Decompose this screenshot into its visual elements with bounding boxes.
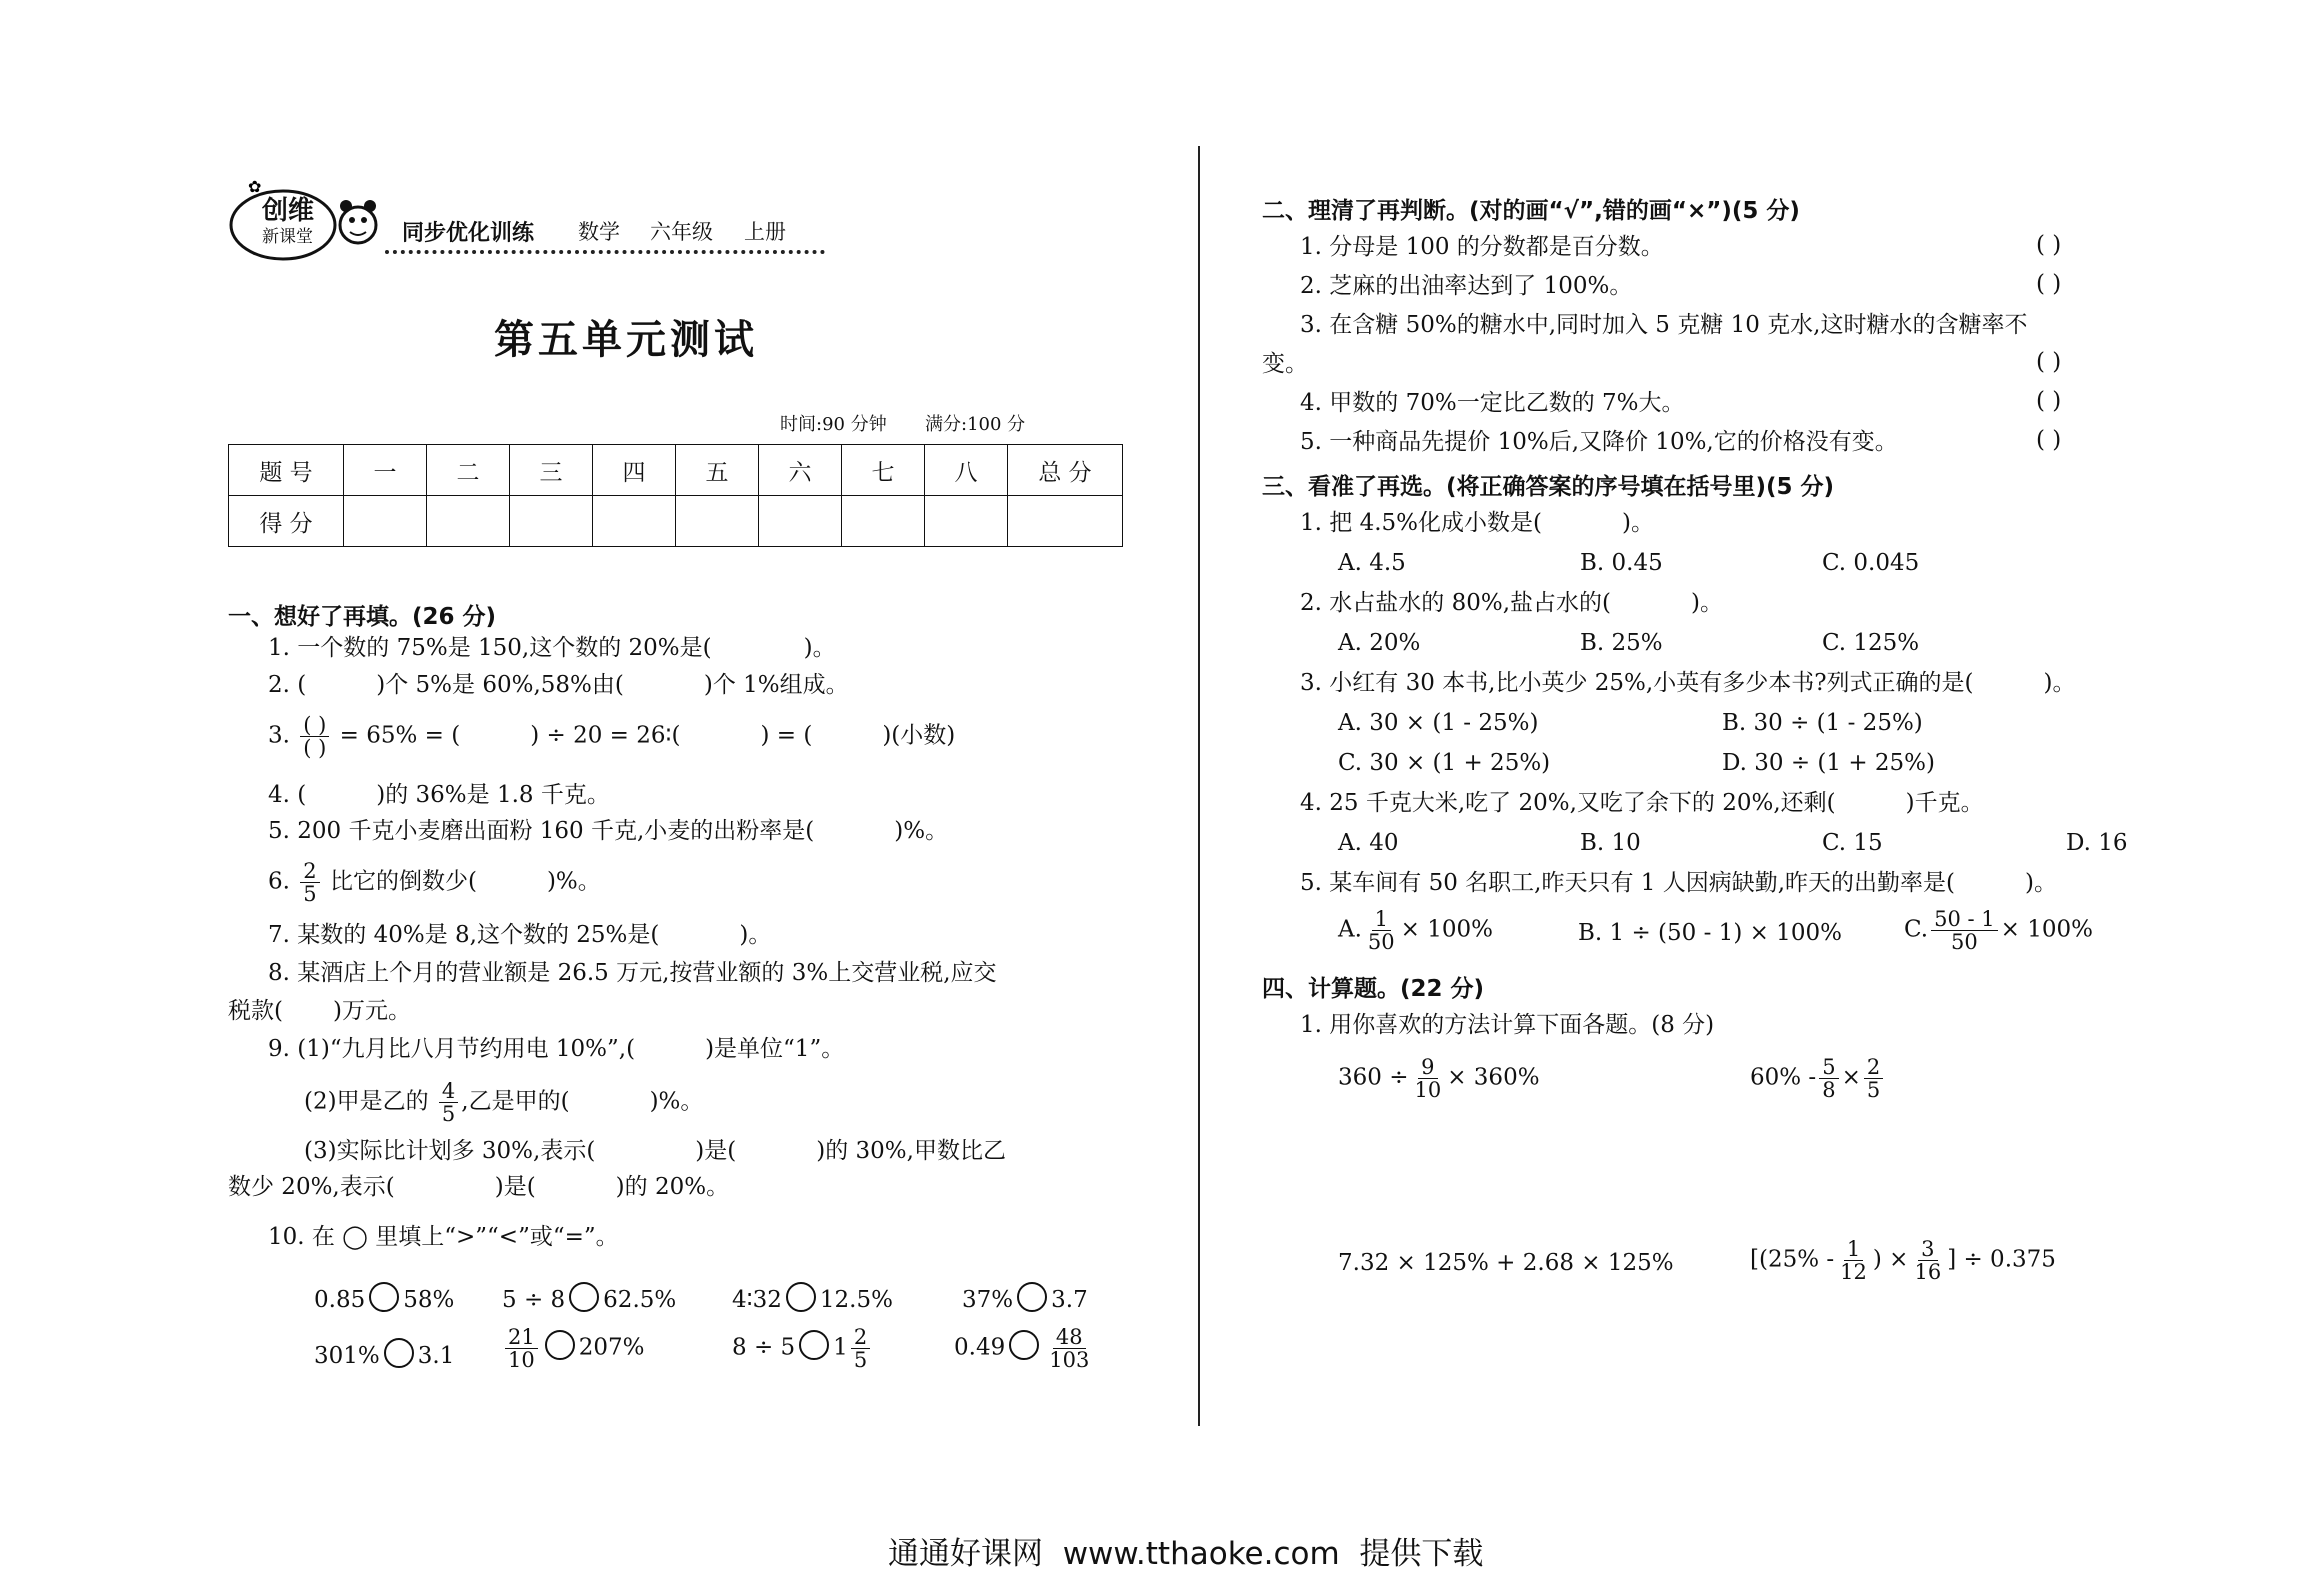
calc-expr-3: 7.32 × 125% + 2.68 × 125% <box>1338 1250 1674 1276</box>
s1-q7 <box>268 920 771 950</box>
logo-text-2: 新课堂 <box>262 227 313 247</box>
section-2-title: 二、理清了再判断。(对的画“√”,错的画“×”)(5 分) <box>1262 198 1800 224</box>
s1-q2-b: )个 5%是 60%,58%由( <box>376 672 624 698</box>
s1-q5-a: 5. 200 千克小麦磨出面粉 160 千克,小麦的出粉率是( <box>268 818 815 844</box>
fraction-num: 50 - 1 <box>1931 908 1998 931</box>
fraction-num: 2 <box>1864 1056 1883 1079</box>
s1-q3-c: ) ÷ 20 = 26∶( <box>530 722 681 749</box>
s1-q5 <box>268 816 948 846</box>
compare-2 <box>502 1282 676 1315</box>
series-name: 同步优化训练 <box>402 221 535 246</box>
judge-paren[interactable]: ( ) <box>2036 427 2062 453</box>
s2-q3-line2: 变。 <box>1262 351 1308 377</box>
section-3-title: 三、看准了再选。(将正确答案的序号填在括号里)(5 分) <box>1262 474 1835 500</box>
option-a[interactable]: A. 4.5 <box>1338 550 1406 576</box>
option-b[interactable]: B. 30 ÷ (1 - 25%) <box>1722 710 1923 736</box>
s3-q5 <box>1300 868 2057 898</box>
s3-q1 <box>1300 508 1654 538</box>
option-c-fraction <box>1931 908 1998 953</box>
expr-part: 60% - <box>1750 1064 1817 1091</box>
compare-left-fraction <box>505 1326 538 1371</box>
option-c[interactable] <box>1904 908 2093 953</box>
compare-1 <box>314 1282 454 1315</box>
s1-q6-b: 比它的倒数少( <box>329 868 477 895</box>
s1-q6-a: 6. <box>268 868 290 895</box>
compare-circle[interactable] <box>384 1338 414 1368</box>
s1-q9-3-b: )是( <box>695 1138 737 1164</box>
fraction-den: 12 <box>1840 1260 1867 1284</box>
s1-q9-2-b: ,乙是甲的( <box>461 1088 570 1115</box>
s3-q3-end: )。 <box>2043 670 2076 696</box>
s1-q4-a: 4. ( <box>268 782 307 808</box>
fraction-num: 1 <box>1844 1238 1863 1261</box>
option-b[interactable]: B. 25% <box>1580 630 1663 656</box>
s1-q3-fraction <box>300 714 329 759</box>
score-table-cell: 二 <box>427 445 510 496</box>
section-1-title: 一、想好了再填。(26 分) <box>228 604 497 630</box>
compare-4 <box>962 1282 1088 1315</box>
fraction-num: 3 <box>1918 1238 1937 1261</box>
footer-credit: 通通好课网 www.tthaoke.com 提供下载 <box>888 1536 1484 1572</box>
compare-left: 8 ÷ 5 <box>732 1334 796 1361</box>
s3-q4 <box>1300 788 1984 818</box>
compare-3 <box>732 1282 893 1315</box>
judge-paren[interactable]: ( ) <box>2036 349 2062 375</box>
s1-q9-3-line1 <box>304 1136 1006 1166</box>
s1-q4-b: )的 36%是 1.8 千克。 <box>376 782 610 808</box>
time-limit: 时间:90 分钟 <box>780 414 887 435</box>
s1-q3-e: )(小数) <box>882 722 956 749</box>
fraction-num: 9 <box>1418 1056 1437 1079</box>
s1-q3 <box>268 714 955 759</box>
s1-q3-d: ) = ( <box>760 722 813 749</box>
s1-q9-2-fraction <box>439 1080 458 1125</box>
fraction-den: 50 <box>1367 930 1395 954</box>
score-table-cell: 八 <box>925 445 1008 496</box>
option-b[interactable]: B. 1 ÷ (50 - 1) × 100% <box>1578 920 1842 946</box>
option-c[interactable]: C. 30 × (1 + 25%) <box>1338 750 1551 776</box>
fraction-den: 16 <box>1914 1260 1942 1284</box>
calc-expr-1 <box>1338 1056 1540 1101</box>
score-cell-2[interactable] <box>427 496 510 547</box>
s3-q5-end: )。 <box>2025 870 2057 896</box>
score-cell-5[interactable] <box>676 496 759 547</box>
fraction-den: 103 <box>1049 1348 1090 1372</box>
judge-paren[interactable]: ( ) <box>2036 232 2062 258</box>
score-table-cell: 五 <box>676 445 759 496</box>
compare-circle[interactable] <box>569 1282 599 1312</box>
fraction-num: 1 <box>1372 908 1391 931</box>
fraction-den: 8 <box>1822 1078 1836 1102</box>
expr-part: 360 ÷ <box>1338 1064 1409 1091</box>
s1-q9-1-a: 9. (1)“九月比八月节约用电 10%”,( <box>268 1036 636 1062</box>
section-4-title: 四、计算题。(22 分) <box>1262 976 1485 1002</box>
compare-left: 0.85 <box>314 1287 366 1313</box>
score-table <box>228 444 1123 547</box>
grade: 六年级 <box>650 220 713 244</box>
judge-paren[interactable]: ( ) <box>2036 388 2062 414</box>
s2-q1: 1. 分母是 100 的分数都是百分数。 <box>1300 234 1664 260</box>
compare-right: 3.1 <box>417 1343 455 1369</box>
option-tail: × 100% <box>2000 916 2093 943</box>
compare-right: 58% <box>403 1287 455 1313</box>
expr-part: ) × <box>1872 1246 1909 1273</box>
s1-q1-end: )。 <box>803 635 836 661</box>
compare-circle[interactable] <box>545 1330 575 1360</box>
s3-q1-text: 1. 把 4.5%化成小数是( <box>1300 510 1542 536</box>
page-divider <box>1198 146 1200 1426</box>
s1-q7-b: )。 <box>739 922 772 948</box>
s1-q9-2-c: )%。 <box>649 1088 704 1115</box>
s1-q9-3-e: )是( <box>494 1174 536 1200</box>
s1-q10: 10. 在 ◯ 里填上“>”“<”或“=”。 <box>268 1224 619 1250</box>
logo-text-1: 创维 <box>262 196 315 226</box>
option-d[interactable]: D. 16 <box>2066 830 2128 856</box>
compare-5 <box>314 1338 454 1371</box>
option-tail: × 100% <box>1400 916 1493 943</box>
judge-paren[interactable]: ( ) <box>2036 271 2062 297</box>
option-a[interactable]: A. 20% <box>1338 630 1421 656</box>
option-d[interactable]: D. 30 ÷ (1 + 25%) <box>1722 750 1935 776</box>
score-table-cell: 六 <box>759 445 842 496</box>
s1-q1-text: 1. 一个数的 75%是 150,这个数的 20%是( <box>268 635 712 661</box>
s1-q1 <box>268 633 836 663</box>
compare-right: 207% <box>578 1334 645 1361</box>
compare-left: 5 ÷ 8 <box>502 1287 566 1313</box>
expr-fraction <box>1837 1238 1870 1283</box>
s1-q9-3-d: 数少 20%,表示( <box>228 1174 395 1200</box>
option-b[interactable]: B. 0.45 <box>1580 550 1663 576</box>
s3-q2 <box>1300 588 1723 618</box>
compare-left: 4∶32 <box>732 1287 782 1313</box>
option-c[interactable]: C. 15 <box>1822 830 1883 856</box>
score-cell-6[interactable] <box>759 496 842 547</box>
s2-q3-line1: 3. 在含糖 50%的糖水中,同时加入 5 克糖 10 克水,这时糖水的含糖率不 <box>1300 312 2028 338</box>
score-cell-3[interactable] <box>510 496 593 547</box>
score-table-score-row <box>229 496 1123 547</box>
s1-q7-a: 7. 某数的 40%是 8,这个数的 25%是( <box>268 922 660 948</box>
expr-fraction <box>1411 1056 1444 1101</box>
s1-q6-den: 5 <box>303 882 317 906</box>
s1-q9-2-num: 4 <box>439 1080 458 1103</box>
score-table-cell: 总 分 <box>1008 445 1123 496</box>
s1-q6-fraction <box>300 860 319 905</box>
s1-q8-line1: 8. 某酒店上个月的营业额是 26.5 万元,按营业额的 3%上交营业税,应交 <box>268 960 997 986</box>
compare-right-fraction <box>851 1326 870 1371</box>
score-table-header-row <box>229 445 1123 496</box>
fraction-den: 50 <box>1950 930 1978 954</box>
option-c[interactable]: C. 0.045 <box>1822 550 1920 576</box>
s3-q3 <box>1300 668 2076 698</box>
page-title: 第五单元测试 <box>494 317 758 363</box>
s1-q9-3-c: )的 30%,甲数比乙 <box>816 1138 1006 1164</box>
s1-q2-c: )个 1%组成。 <box>703 672 849 698</box>
option-c[interactable]: C. 125% <box>1822 630 1920 656</box>
compare-6 <box>502 1326 645 1371</box>
fraction-num: 21 <box>505 1326 538 1349</box>
s3-q4-end: )千克。 <box>1905 790 1984 816</box>
compare-circle[interactable] <box>1009 1330 1039 1360</box>
s1-q5-b: )%。 <box>894 818 949 844</box>
option-a-fraction <box>1365 908 1398 953</box>
fraction-num: 5 <box>1819 1056 1838 1079</box>
expr-part: ] ÷ 0.375 <box>1947 1246 2056 1273</box>
s1-q9-3-line2 <box>228 1172 729 1202</box>
option-label: C. <box>1904 916 1929 943</box>
mixed-whole: 1 <box>833 1334 848 1361</box>
s1-q3-a: 3. <box>268 722 290 749</box>
expr-part: × <box>1841 1064 1861 1091</box>
expr-fraction <box>1864 1056 1883 1101</box>
s3-q1-end: )。 <box>1621 510 1654 536</box>
s3-q4-text: 4. 25 千克大米,吃了 20%,又吃了余下的 20%,还剩( <box>1300 790 1836 816</box>
s1-q9-2-den: 5 <box>441 1102 456 1126</box>
s1-q8-b: 税款( <box>228 998 283 1024</box>
option-a[interactable]: A. 40 <box>1338 830 1399 856</box>
score-cell-1[interactable] <box>344 496 427 547</box>
s1-q9-2-a: (2)甲是乙的 <box>304 1088 429 1115</box>
volume: 上册 <box>744 220 786 244</box>
s3-q3-text: 3. 小红有 30 本书,比小英少 25%,小英有多少本书?列式正确的是( <box>1300 670 1974 696</box>
fraction-den: 5 <box>1866 1078 1881 1102</box>
s3-q2-end: )。 <box>1690 590 1723 616</box>
s1-q3-num[interactable]: ( ) <box>300 714 329 737</box>
svg-text:✿: ✿ <box>248 180 262 196</box>
expr-part: × 360% <box>1447 1064 1540 1091</box>
s1-q2-a: 2. ( <box>268 672 307 698</box>
score-table-cell: 三 <box>510 445 593 496</box>
compare-circle[interactable] <box>799 1330 829 1360</box>
s1-q8-c: )万元。 <box>332 998 411 1024</box>
s1-q9-1 <box>268 1034 844 1064</box>
s3-q2-text: 2. 水占盐水的 80%,盐占水的( <box>1300 590 1611 616</box>
s1-q3-den[interactable]: ( ) <box>303 736 327 760</box>
compare-right: 62.5% <box>603 1287 677 1313</box>
s2-q5: 5. 一种商品先提价 10%后,又降价 10%,它的价格没有变。 <box>1300 429 1898 455</box>
score-table-cell: 四 <box>593 445 676 496</box>
s1-q2 <box>268 670 849 700</box>
option-b[interactable]: B. 10 <box>1580 830 1641 856</box>
s3-q5-text: 5. 某车间有 50 名职工,昨天只有 1 人因病缺勤,昨天的出勤率是( <box>1300 870 1955 896</box>
fraction-den: 10 <box>508 1348 535 1372</box>
s1-q6 <box>268 860 601 905</box>
compare-7 <box>732 1326 873 1371</box>
option-a[interactable] <box>1338 908 1493 953</box>
subject: 数学 <box>578 220 620 244</box>
expr-part: [(25% - <box>1750 1246 1835 1273</box>
score-table-cell: 题 号 <box>229 445 344 496</box>
calc-expr-2 <box>1750 1056 1886 1101</box>
s2-q4: 4. 甲数的 70%一定比乙数的 7%大。 <box>1300 390 1685 416</box>
s1-q8-line2 <box>228 996 411 1026</box>
option-label: A. <box>1338 916 1362 943</box>
compare-right: 3.7 <box>1051 1287 1088 1313</box>
expr-fraction <box>1819 1056 1838 1101</box>
s1-q4 <box>268 780 610 810</box>
compare-8 <box>954 1326 1095 1371</box>
compare-circle[interactable] <box>1017 1282 1047 1312</box>
score-cell-7[interactable] <box>842 496 925 547</box>
fraction-num: 2 <box>851 1326 870 1349</box>
score-cell-total[interactable] <box>1008 496 1123 547</box>
compare-circle[interactable] <box>786 1282 816 1312</box>
s4-q1: 1. 用你喜欢的方法计算下面各题。(8 分) <box>1300 1012 1715 1038</box>
compare-left: 301% <box>314 1343 380 1369</box>
fraction-den: 5 <box>853 1348 868 1372</box>
full-score: 满分:100 分 <box>925 414 1026 435</box>
fraction-den: 10 <box>1414 1078 1442 1102</box>
option-a[interactable]: A. 30 × (1 - 25%) <box>1338 710 1539 736</box>
s1-q9-1-b: )是单位“1”。 <box>705 1036 845 1062</box>
fraction-num: 48 <box>1053 1326 1086 1349</box>
compare-circle[interactable] <box>369 1282 399 1312</box>
score-table-cell: 一 <box>344 445 427 496</box>
score-table-cell: 得 分 <box>229 496 344 547</box>
score-table-cell: 七 <box>842 445 925 496</box>
compare-left: 37% <box>962 1287 1014 1313</box>
s1-q6-c: )%。 <box>546 868 601 895</box>
calc-expr-4 <box>1750 1238 2056 1283</box>
header-dotted-rule <box>385 250 825 254</box>
s1-q9-3-f: )的 20%。 <box>615 1174 730 1200</box>
expr-fraction <box>1911 1238 1944 1283</box>
compare-left: 0.49 <box>954 1334 1006 1361</box>
score-cell-8[interactable] <box>925 496 1008 547</box>
s1-q3-b: = 65% = ( <box>339 722 461 749</box>
compare-right: 12.5% <box>819 1287 893 1313</box>
s1-q6-num: 2 <box>300 860 319 883</box>
s2-q2: 2. 芝麻的出油率达到了 100%。 <box>1300 273 1633 299</box>
s1-q9-2 <box>304 1080 703 1125</box>
s1-q9-3-a: (3)实际比计划多 30%,表示( <box>304 1138 596 1164</box>
score-cell-4[interactable] <box>593 496 676 547</box>
compare-right-fraction <box>1046 1326 1092 1371</box>
